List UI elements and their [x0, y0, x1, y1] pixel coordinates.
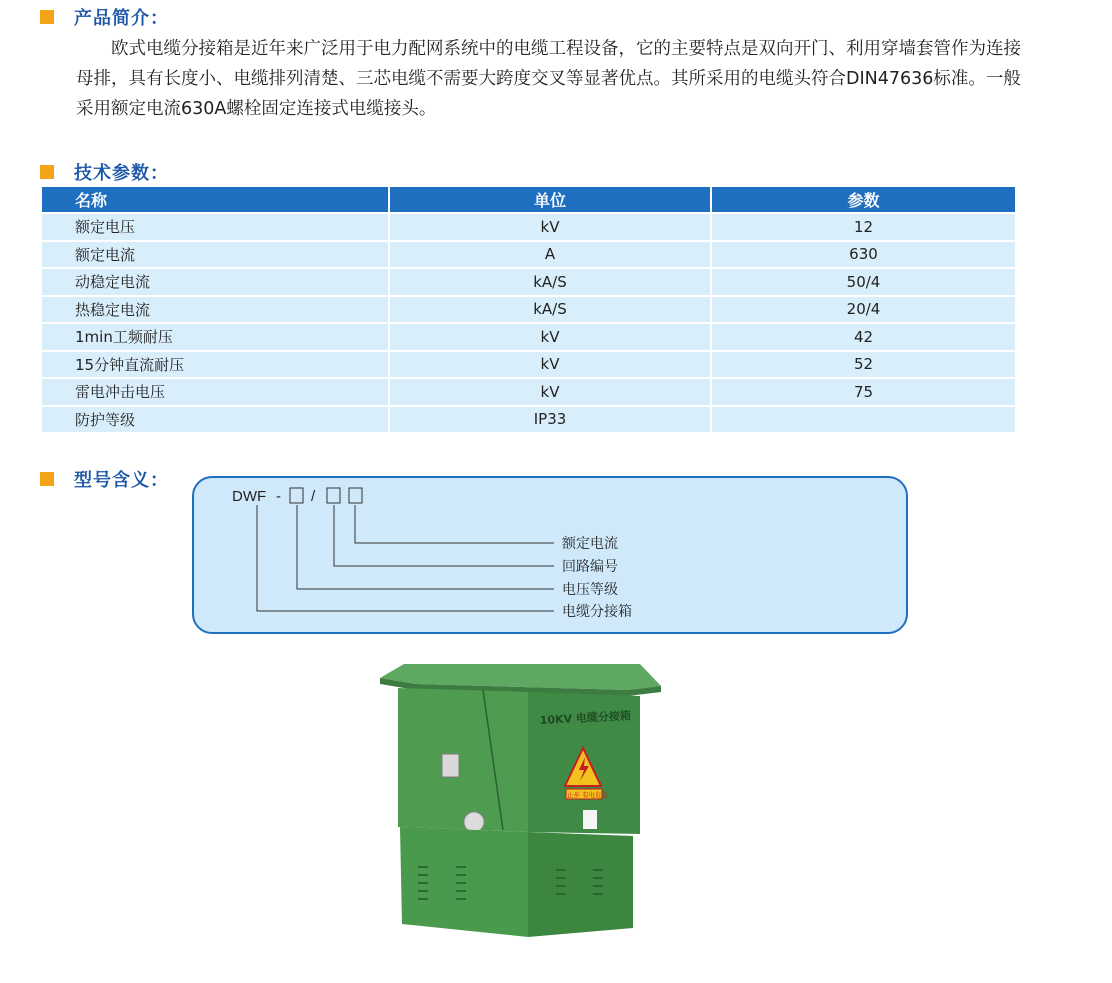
table-row: [42, 322, 1015, 350]
cell-value: 20/4: [712, 295, 1015, 323]
leader-line-current: [355, 505, 554, 543]
cabinet-base-side: [528, 832, 633, 937]
cell-unit: A: [390, 240, 712, 268]
table-row: [42, 212, 1015, 240]
cell-name: 额定电压: [42, 212, 390, 240]
warning-text: 止步 有电危险: [567, 791, 609, 799]
label-cable-box: 电缆分接箱: [562, 604, 632, 620]
cell-value: 52: [712, 350, 1015, 378]
model-heading: [40, 468, 169, 490]
bullet-square-icon: [40, 165, 54, 179]
cell-value: 42: [712, 322, 1015, 350]
leader-line-voltage: [297, 505, 554, 589]
plate-text: 10KV 电缆分接箱: [539, 709, 632, 727]
cell-name: 动稳定电流: [42, 267, 390, 295]
leader-line-box: [257, 505, 554, 611]
cell-value: 630: [712, 240, 1015, 268]
cell-value: 75: [712, 377, 1015, 405]
header-name: 名称: [42, 187, 390, 212]
cell-unit: kV: [390, 212, 712, 240]
table-row: [42, 267, 1015, 295]
bullet-square-icon: [40, 472, 54, 486]
intro-heading: [40, 6, 169, 28]
cell-unit: IP33: [390, 405, 712, 433]
intro-text: [76, 34, 1036, 124]
side-label: [583, 810, 597, 829]
header-value: 参数: [712, 187, 1015, 212]
model-diagram: [194, 478, 910, 636]
params-heading: [40, 161, 169, 183]
cell-name: 1min工频耐压: [42, 322, 390, 350]
cell-unit: kA/S: [390, 267, 712, 295]
cell-name: 雷电冲击电压: [42, 377, 390, 405]
header-unit: 单位: [390, 187, 712, 212]
placeholder-box-2: [327, 488, 340, 503]
cabinet-front: [398, 688, 528, 832]
model-title: 型号含义：: [74, 470, 169, 491]
intro-title: 产品简介：: [74, 8, 169, 29]
cell-unit: kV: [390, 350, 712, 378]
table-row: [42, 295, 1015, 323]
table-row: [42, 350, 1015, 378]
cell-name: 热稳定电流: [42, 295, 390, 323]
intro-paragraph: 欧式电缆分接箱是近年来广泛用于电力配网系统中的电缆工程设备，它的主要特点是双向开门、利用穿墙套管作为连接母排，具有长度小、电缆排列清楚、三芯电缆不需要大跨度交叉等显著优点。其所采用的电缆头符合DIN47636标准。一般采用额定电流630A螺栓固定连接式电缆接头。: [76, 39, 1021, 119]
cell-name: 15分钟直流耐压: [42, 350, 390, 378]
label-voltage-level: 电压等级: [562, 582, 618, 598]
lock-icon: [464, 812, 484, 832]
label-circuit-number: 回路编号: [562, 559, 618, 575]
model-slash: /: [311, 488, 316, 505]
table-header-row: [42, 187, 1015, 212]
cable-distribution-box-image: [378, 662, 664, 942]
table-row: [42, 240, 1015, 268]
model-diagram-box: [192, 476, 908, 634]
model-dash: -: [276, 488, 281, 505]
table-row: [42, 405, 1015, 433]
placeholder-box-1: [290, 488, 303, 503]
table-body: [42, 212, 1015, 432]
bullet-square-icon: [40, 10, 54, 24]
table-row: [42, 377, 1015, 405]
cell-name: 额定电流: [42, 240, 390, 268]
params-table: [42, 187, 1015, 432]
label-rated-current: 额定电流: [562, 536, 618, 552]
front-plate: [442, 754, 459, 777]
cell-unit: kA/S: [390, 295, 712, 323]
model-code-prefix: DWF: [232, 488, 267, 505]
cell-value: 50/4: [712, 267, 1015, 295]
params-title: 技术参数：: [74, 163, 169, 184]
cell-value: 12: [712, 212, 1015, 240]
placeholder-box-3: [349, 488, 362, 503]
cell-value: [712, 405, 1015, 433]
leader-line-circuit: [334, 505, 554, 566]
cell-unit: kV: [390, 377, 712, 405]
cell-name: 防护等级: [42, 405, 390, 433]
cell-unit: kV: [390, 322, 712, 350]
